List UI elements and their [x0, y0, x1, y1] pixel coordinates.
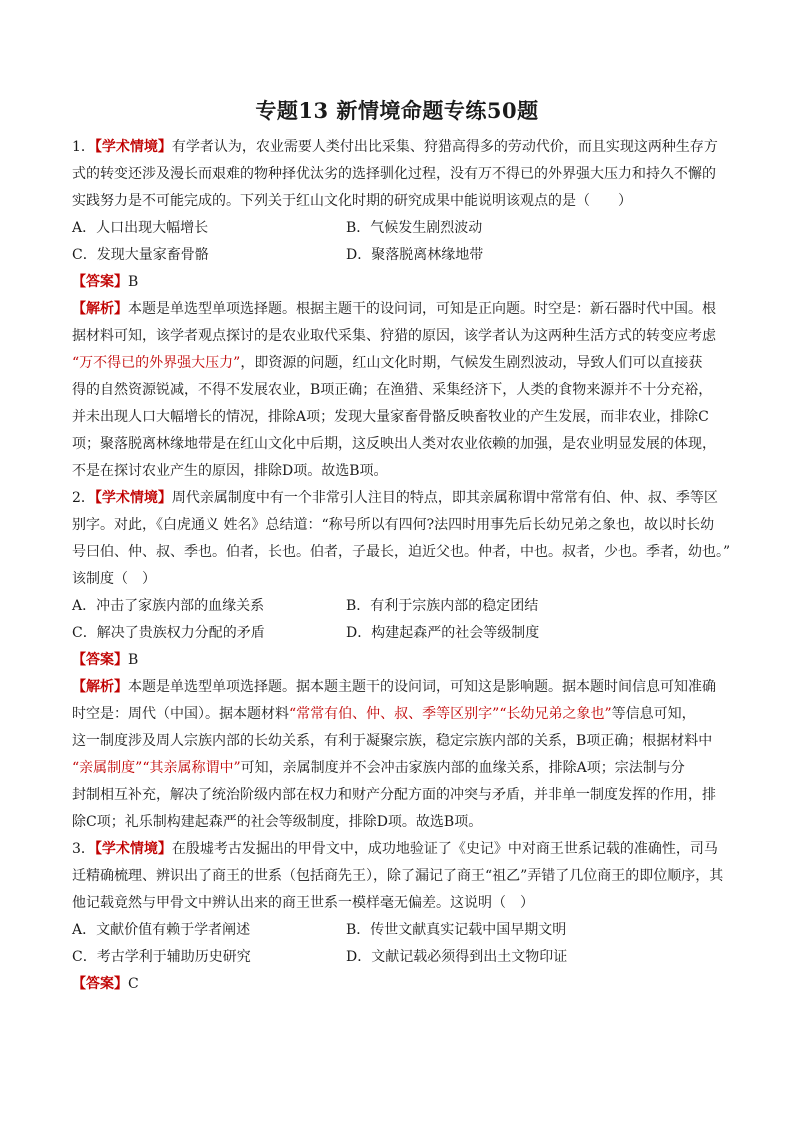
option-b: B．传世文献真实记载中国早期文明: [346, 922, 567, 938]
quoted-material: “亲属制度”“其亲属称谓中”: [72, 760, 241, 776]
page-title: 专题13 新情境命题专练50题: [255, 98, 539, 123]
question-stem-line: 1．【学术情境】有学者认为，农业需要人类付出比采集、狩猎高得多的劳动代价，而且实现这两种生存方: [72, 139, 718, 155]
question-stem-line: 迁精确梳理、辨识出了商王的世系（包括商先王），除了漏记了商王“祖乙”弄错了几位商王的即位顺序，其: [72, 868, 724, 884]
analysis: 【解析】本题是单选型单项选择题。根据主题干的设问词，可知是正向题。时空是：新石器时代中国。根 据材料可知，该学者观点探讨的是农业取代采集、狩猎的原因，该学者认为这两种生活方式的转变应考虑 “万不得已的外界强大压力”，即资源的问题，红山文化时期，气候发生剧烈波动，导致人们可以直接获 得的自然资源锐减，不得不发展农业，B项正确；在渔猎、采集经济下，人类的食物来源并不十分充裕， 并未出现人口大幅增长的情况，排除A项；发现大量家畜骨骼反映畜牧业的产生发展，而非农业，排除C 项；聚落脱离林缘地带是在红山文化中后期，这反映出人类对农业依赖的加强，是农业明显发展的体现， 不是在探讨农业产生的原因，排除D项。故选B项。: [72, 301, 716, 479]
answer-tag: 【答案】: [72, 274, 128, 290]
question-number: 2．: [72, 490, 95, 506]
answer-options: [72, 917, 722, 971]
document-page: [72, 96, 731, 998]
question-stem-line: 号曰伯、仲、叔、季也。伯者，长也。伯者，子最长，迫近父也。仲者，中也。叔者，少也。季者，幼也。”: [72, 544, 731, 560]
analysis: 【解析】本题是单选型单项选择题。据本题主题干的设问词，可知这是影响题。据本题时间信息可知准确 时空是：周代（中国）。据本题材料“常常有伯、仲、叔、季等区别字”“长幼兄弟之象也”等信息可知， 这一制度涉及周人宗族内部的长幼关系，有利于凝聚宗族，稳定宗族内部的关系，B项正确；根据材料中 “亲属制度”“其亲属称谓中”可知，亲属制度并不会冲击家族内部的血缘关系，排除A项；宗法制与分 封制相互补充，解决了统治阶级内部在权力和财产分配方面的冲突与矛盾，并非单一制度发挥的作用，排 除C项；礼乐制构建起森严的社会等级制度，排除D项。故选B项。: [72, 679, 716, 830]
option-c: C．解决了贵族权力分配的矛盾: [72, 625, 265, 641]
question-stem-line: 他记载竟然与甲骨文中辨认出来的商王世系一模样毫无偏差。这说明（ ）: [72, 895, 534, 911]
answer-value: C: [128, 976, 139, 992]
option-b: B．气候发生剧烈波动: [346, 220, 483, 236]
option-c: C．考古学利于辅助历史研究: [72, 949, 251, 965]
scenario-tag: 【学术情境】: [94, 139, 172, 155]
question-stem-line: 该制度（ ）: [72, 571, 156, 587]
question-2: [72, 485, 731, 836]
quoted-material: “常常有伯、仲、叔、季等区别字”: [289, 706, 500, 722]
answer-line: [72, 269, 722, 296]
answer-value: B: [128, 652, 139, 668]
question-stem-line: 别字。对此，《白虎通义 姓名》总结道：“称号所以有四何?法四时用事先后长幼兄弟之象也，故以时长幼: [72, 517, 715, 533]
question-number: 1．: [72, 139, 95, 155]
analysis-tag: 【解析】: [72, 301, 128, 317]
answer-options: [72, 215, 722, 269]
option-a: A．文献价值有赖于学者阐述: [72, 922, 251, 938]
option-b: B．有利于宗族内部的稳定团结: [346, 598, 539, 614]
question-stem-line: 式的转变还涉及漫长而艰难的物种择优汰劣的选择驯化过程，没有万不得已的外界强大压力和持久不懈的: [72, 166, 716, 182]
question-1: [72, 134, 722, 485]
question-stem-line: 2．【学术情境】周代亲属制度中有一个非常引人注目的特点，即其亲属称谓中常常有伯、仲、叔、季等区: [72, 490, 718, 506]
answer-line: [72, 647, 722, 674]
question-stem-line: 实践努力是不可能完成的。下列关于红山文化时期的研究成果中能说明该观点的是（ ）: [72, 193, 632, 209]
question-number: 3．: [72, 841, 95, 857]
answer-tag: 【答案】: [72, 652, 128, 668]
question-3: [72, 836, 722, 998]
analysis-tag: 【解析】: [72, 679, 128, 695]
answer-tag: 【答案】: [72, 976, 128, 992]
quoted-material: “万不得已的外界强大压力”: [72, 355, 241, 371]
option-d: D．构建起森严的社会等级制度: [346, 625, 540, 641]
answer-line: [72, 971, 722, 998]
option-d: D．聚落脱离林缘地带: [346, 247, 484, 263]
option-a: A．人口出现大幅增长: [72, 220, 209, 236]
option-c: C．发现大量家畜骨骼: [72, 247, 209, 263]
option-d: D．文献记载必须得到出土文物印证: [346, 949, 568, 965]
scenario-tag: 【学术情境】: [94, 490, 172, 506]
scenario-tag: 【学术情境】: [94, 841, 172, 857]
quoted-material: “长幼兄弟之象也”: [499, 706, 612, 722]
option-a: A．冲击了家族内部的血缘关系: [72, 598, 265, 614]
question-stem-line: 3．【学术情境】在殷墟考古发掘出的甲骨文中，成功地验证了《史记》中对商王世系记载的准确性，司马: [72, 841, 718, 857]
answer-value: B: [128, 274, 139, 290]
answer-options: [72, 593, 722, 647]
